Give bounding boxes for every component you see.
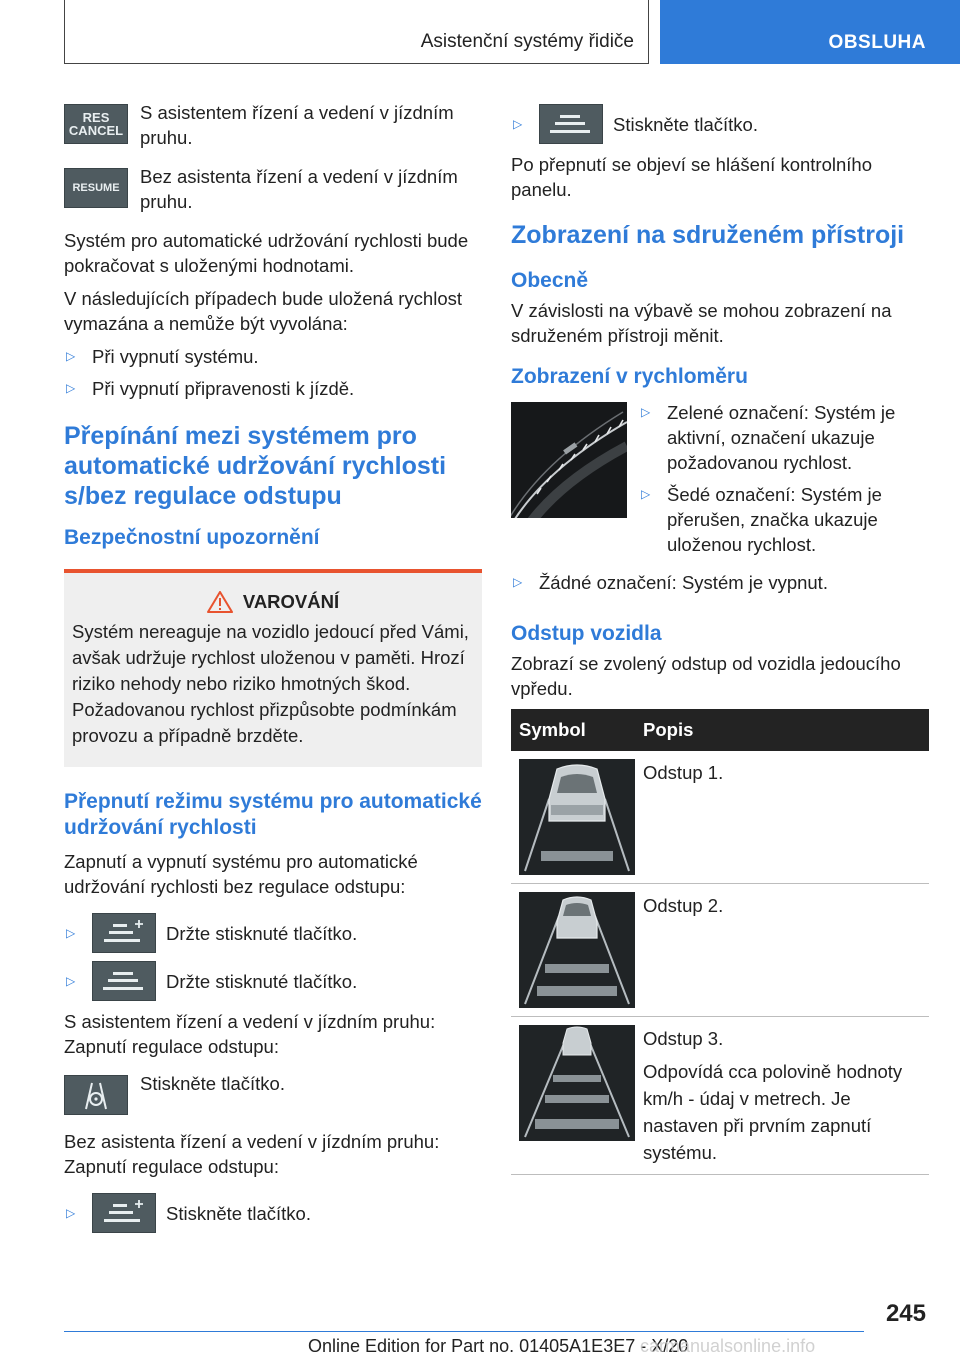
footer-divider [64, 1331, 864, 1332]
triangle-bullet-icon: ▷ [66, 1206, 76, 1220]
speedometer-image [511, 402, 627, 518]
heading-speedometer: Zobrazení v rychloměru [511, 365, 748, 388]
table-header-row [511, 709, 929, 751]
distance-table [511, 709, 929, 1175]
triangle-bullet-icon: ▷ [66, 974, 76, 988]
bullet-item [639, 482, 929, 557]
triangle-bullet-icon: ▷ [641, 405, 651, 419]
speedometer-bullets [639, 400, 929, 564]
heading-distance: Odstup vozidla [511, 622, 662, 645]
warning-triangle-icon [207, 591, 233, 613]
table-cell-desc [635, 751, 929, 884]
step-text: Stiskněte tlačítko. [613, 113, 758, 135]
paragraph-cleared: V následujících případech bude uložená rychlost vymazána a nemůže být vyvolána: [64, 288, 463, 334]
triangle-bullet-icon: ▷ [66, 349, 76, 363]
warning-title: VAROVÁNÍ [242, 591, 340, 612]
triangle-bullet-icon: ▷ [66, 381, 76, 395]
heading-cluster-display: Zobrazení na sdruženém přístroji [511, 221, 905, 249]
bullet-text: Při vypnutí systému. [92, 346, 259, 367]
table-header-symbol: Symbol [511, 709, 635, 751]
distance-2-car-icon [519, 892, 635, 1008]
steering-assist-row [64, 1071, 482, 1115]
header-section-tab [660, 0, 960, 64]
triangle-bullet-icon: ▷ [641, 487, 651, 501]
header-title-box [64, 0, 649, 64]
paragraph-onoff: Zapnutí a vypnutí systému pro automatické udržování rychlosti bez regulace odstupu: [64, 851, 418, 897]
resume-text: Bez asistenta řízení a vedení v jízdním pruhu. [140, 166, 458, 212]
warning-box [64, 569, 482, 767]
header-section-label: OBSLUHA [828, 32, 926, 53]
bullet-item [64, 344, 482, 369]
bullet-text: Zelené označení: Systém je aktivní, označení ukazuje požadovanou rychlost. [667, 402, 896, 473]
resume-row [64, 164, 482, 214]
res-cancel-row [64, 100, 482, 150]
step-text: Držte stisknuté tlačítko. [166, 922, 358, 944]
triangle-bullet-icon: ▷ [513, 575, 523, 589]
lane-button-icon [92, 961, 156, 1001]
table-row [511, 884, 929, 1017]
header-title: Asistenční systémy řidiče [420, 31, 634, 52]
table-row [511, 751, 929, 884]
row-desc: Odstup 2. [643, 895, 724, 916]
right-column [511, 104, 929, 1175]
bullet-text: Šedé označení: Systém je přerušen, značka ukazuje uloženou rychlost. [667, 484, 882, 555]
paragraph-general: V závislosti na výbavě se mohou zobrazení na sdruženém přístroji měnit. [511, 300, 892, 346]
heading-general: Obecně [511, 269, 589, 292]
heading-mode-switch: Přepnutí režimu systému pro automatické udržování rychlosti [64, 790, 482, 839]
heading-switching: Přepínání mezi systémem pro automatické udržování rychlosti s/bez regulace odstupu [64, 422, 447, 510]
watermark: carmanualsonline.info [640, 1336, 816, 1356]
resume-button-icon: RESUME [64, 168, 128, 208]
bullet-text: Při vypnutí připravenosti k jízdě. [92, 378, 355, 399]
step-row [64, 913, 482, 953]
table-row [511, 1017, 929, 1175]
step-text: Stiskněte tlačítko. [166, 1202, 311, 1224]
step-text: Držte stisknuté tlačítko. [166, 970, 358, 992]
step-row [511, 104, 929, 144]
steering-assist-text: Stiskněte tlačítko. [140, 1073, 285, 1094]
row-desc: Odstup 3. [643, 1028, 724, 1049]
res-cancel-button-icon: RES CANCEL [64, 104, 128, 144]
bullet-item [511, 570, 929, 595]
steering-assist-button-icon [64, 1075, 128, 1115]
table-cell-desc [635, 884, 929, 1017]
bullet-item [639, 400, 929, 475]
table-header-description: Popis [635, 709, 929, 751]
row-extra: Odpovídá cca polovině hodnoty km/h - údaj v metrech. Je nastaven při prvním zapnutí systému. [643, 1061, 903, 1163]
step-row [64, 961, 482, 1001]
row-desc: Odstup 1. [643, 762, 724, 783]
paragraph-without-assistant: Bez asistenta řízení a vedení v jízdním pruhu: Zapnutí regulace odstupu: [64, 1131, 440, 1177]
warning-header [72, 591, 474, 613]
left-column [64, 100, 482, 1241]
paragraph-with-assistant: S asistentem řízení a vedení v jízdním pruhu: Zapnutí regulace odstupu: [64, 1011, 436, 1057]
lane-plus-button-icon [92, 913, 156, 953]
bullet-text: Žádné označení: Systém je vypnut. [539, 572, 828, 593]
warning-text: Systém nereaguje na vozidlo jedoucí před Vámi, avšak udržuje rychlost uloženou v paměti. Hrozí riziko nehody nebo riziko hmotných škod. Požadovanou rychlost přizpůsobte podmínkám provozu a případně brzděte. [72, 621, 469, 746]
step-row [64, 1193, 482, 1233]
triangle-bullet-icon: ▷ [513, 117, 523, 131]
speedometer-figure-row [511, 400, 929, 564]
heading-safety: Bezpečnostní upozornění [64, 526, 320, 549]
res-cancel-text: S asistentem řízení a vedení v jízdním pruhu. [140, 102, 454, 148]
distance-1-car-icon [519, 759, 635, 875]
bullet-item [64, 376, 482, 401]
triangle-bullet-icon: ▷ [66, 926, 76, 940]
paragraph-distance: Zobrazí se zvolený odstup od vozidla jedoucího vpředu. [511, 653, 901, 699]
footer-edition: Online Edition for Part no. 01405A1E3E7 - X/20 [308, 1336, 689, 1356]
table-cell-desc [635, 1017, 929, 1175]
page-number: 245 [885, 1300, 926, 1327]
lane-plus-button-icon [92, 1193, 156, 1233]
distance-3-car-icon [519, 1025, 635, 1141]
paragraph-continue: Systém pro automatické udržování rychlosti bude pokračovat s uloženými hodnotami. [64, 230, 469, 276]
paragraph-after-switch: Po přepnutí se objeví se hlášení kontrolního panelu. [511, 154, 872, 200]
lane-button-icon [539, 104, 603, 144]
